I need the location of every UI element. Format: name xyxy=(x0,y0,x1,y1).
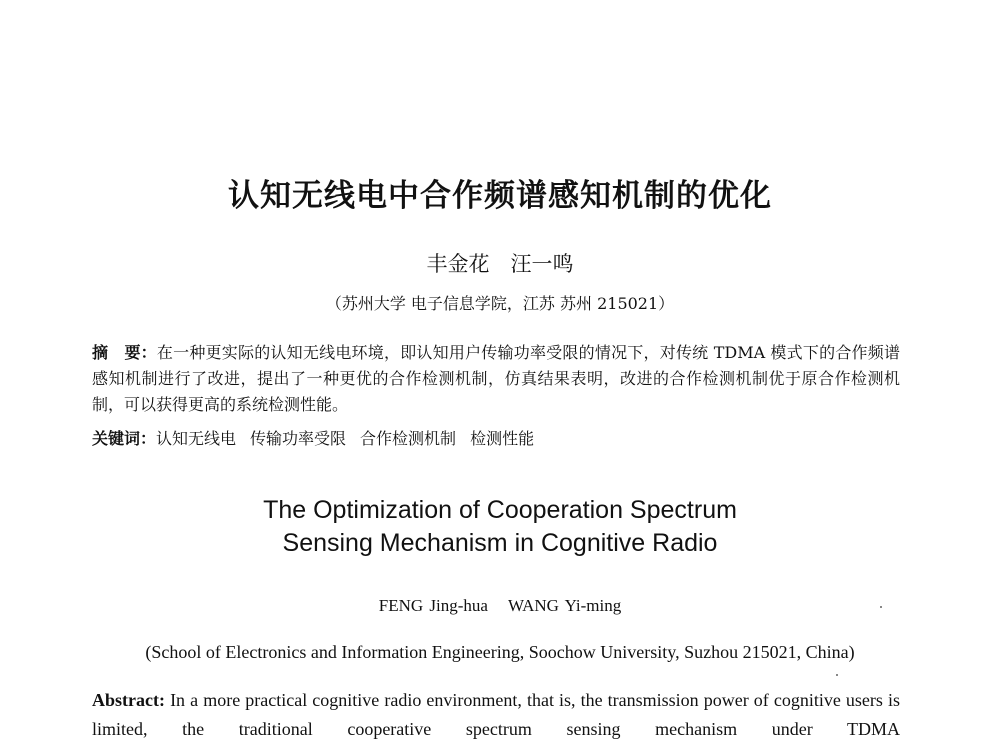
english-author-2: WANG Yi-ming xyxy=(507,596,622,615)
chinese-authors: 丰金花 汪一鸣 xyxy=(426,252,574,276)
scan-speck xyxy=(880,606,882,608)
scan-speck xyxy=(836,674,838,676)
chinese-abstract xyxy=(92,340,900,418)
keyword: 检测性能 xyxy=(470,429,535,448)
english-title-line-2: Sensing Mechanism in Cognitive Radio xyxy=(282,529,718,557)
keyword: 认知无线电 xyxy=(156,429,237,448)
english-authors xyxy=(0,596,1000,616)
chinese-keywords xyxy=(92,426,900,452)
english-affiliation: (School of Electronics and Information Engineering, Soochow University, Suzhou 215021, China) xyxy=(145,642,855,662)
chinese-abstract-label: 摘 要： xyxy=(92,343,157,362)
english-title xyxy=(0,494,1000,560)
chinese-keywords-label: 关键词： xyxy=(92,429,157,448)
chinese-affiliation: （苏州大学 电子信息学院，江苏 苏州 215021） xyxy=(325,294,675,313)
chinese-abstract-text: 在一种更实际的认知无线电环境，即认知用户传输功率受限的情况下，对传统 TDMA 模式下的合作频谱感知机制进行了改进，提出了一种更优的合作检测机制，仿真结果表明，改进的合作检测机制优于原合作检测机制，可以获得更高的系统检测性能。 xyxy=(92,343,900,414)
english-abstract-label: Abstract: xyxy=(92,690,165,710)
chinese-title: 认知无线电中合作频谱感知机制的优化 xyxy=(228,178,772,214)
keyword: 合作检测机制 xyxy=(360,429,457,448)
english-title-line-1: The Optimization of Cooperation Spectrum xyxy=(263,496,737,524)
english-abstract-text: In a more practical cognitive radio environment, that is, the transmission power of cognitive users is limited, the traditional cooperative spectrum sensing mechanism under TDMA xyxy=(92,690,900,739)
english-abstract xyxy=(92,686,900,744)
english-author-1: FENG Jing-hua xyxy=(378,596,488,615)
keyword: 传输功率受限 xyxy=(250,429,347,448)
